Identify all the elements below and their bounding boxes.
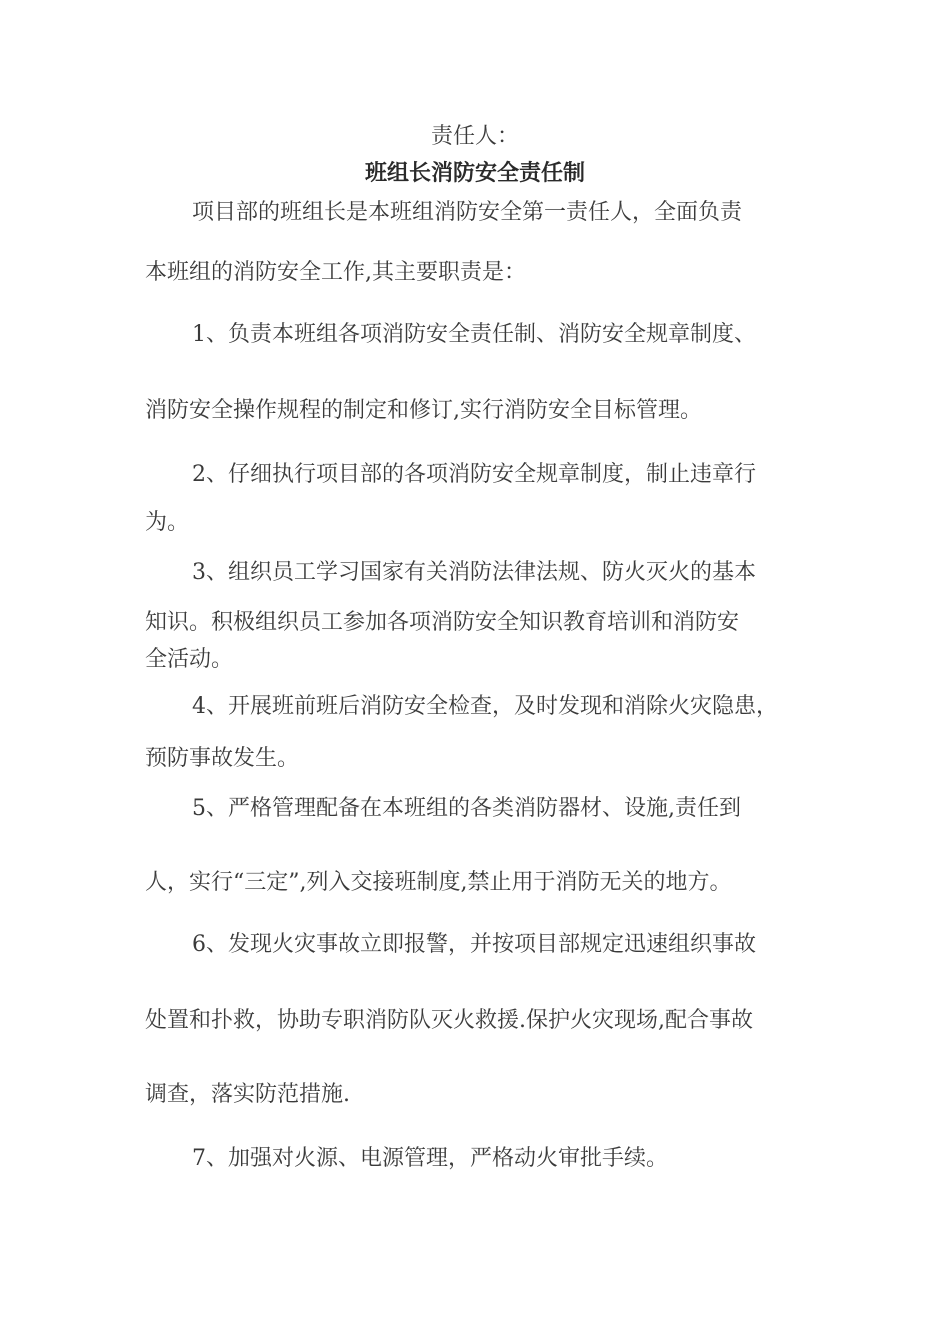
item-3-line-2: 知识。积极组织员工参加各项消防安全知识教育培训和消防安 (145, 610, 740, 635)
item-1-line-2: 消防安全操作规程的制定和修订,实行消防安全目标管理。 (145, 398, 702, 423)
document-title: 班组长消防安全责任制 (364, 160, 585, 186)
item-5-line-2: 人，实行“三定”,列入交接班制度,禁止用于消防无关的地方。 (145, 870, 732, 895)
responsible-person-label: 责任人： (430, 124, 519, 149)
item-3-line-1: 3、组织员工学习国家有关消防法律法规、防火灭火的基本 (192, 560, 756, 585)
intro-line-2: 本班组的消防安全工作,其主要职责是： (145, 260, 526, 285)
item-6-line-2: 处置和扑救，协助专职消防队灭火救援.保护火灾现场,配合事故 (145, 1008, 753, 1033)
item-6-line-1: 6、发现火灾事故立即报警，并按项目部规定迅速组织事故 (192, 932, 756, 957)
item-4-line-1: 4、开展班前班后消防安全检查，及时发现和消除火灾隐患， (192, 694, 778, 719)
item-2-line-1: 2、仔细执行项目部的各项消防安全规章制度，制止违章行 (192, 462, 756, 487)
item-1-line-1: 1、负责本班组各项消防安全责任制、消防安全规章制度、 (192, 322, 756, 347)
item-2-line-2: 为。 (145, 510, 190, 535)
item-3-line-3: 全活动。 (145, 647, 234, 672)
intro-line-1: 项目部的班组长是本班组消防安全第一责任人，全面负责 (192, 200, 743, 225)
item-7-line-1: 7、加强对火源、电源管理，严格动火审批手续。 (192, 1146, 668, 1171)
item-4-line-2: 预防事故发生。 (145, 746, 300, 771)
item-5-line-1: 5、严格管理配备在本班组的各类消防器材、设施,责任到 (192, 796, 741, 821)
item-6-line-3: 调查，落实防范措施. (145, 1082, 350, 1107)
